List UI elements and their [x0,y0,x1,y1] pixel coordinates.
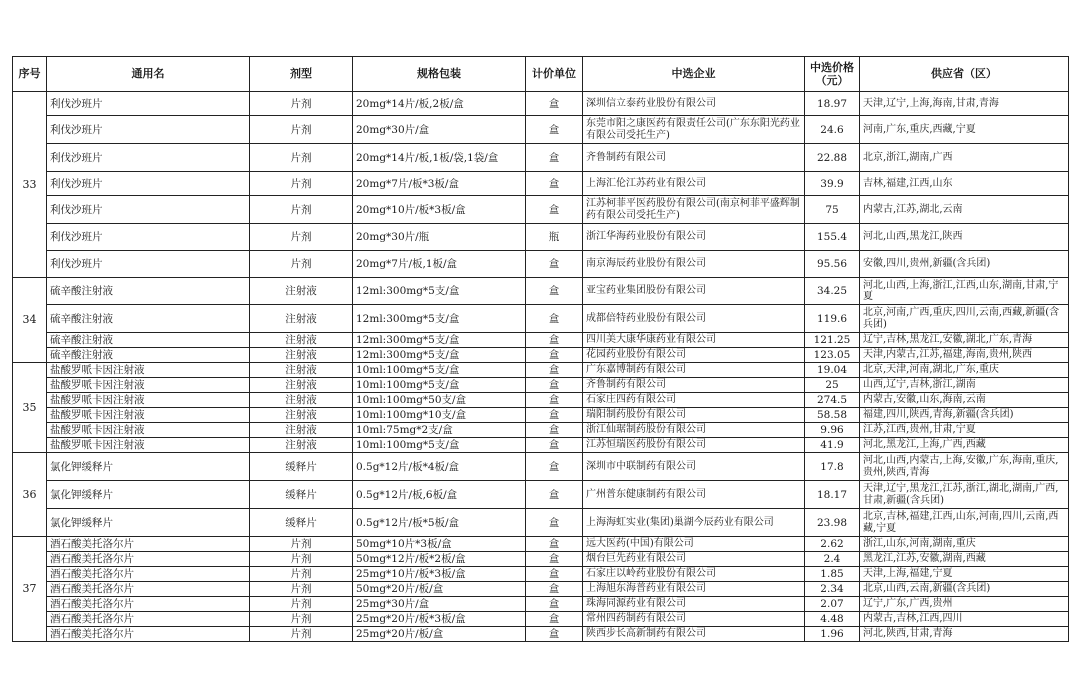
price-cell: 123.05 [805,348,860,363]
price-cell: 2.4 [805,552,860,567]
header-provinces: 供应省（区） [860,57,1069,92]
company-cell: 陕西步长高新制药有限公司 [583,627,805,642]
drug-name-cell: 酒石酸美托洛尔片 [47,567,250,582]
dosage-form-cell: 注射液 [250,393,353,408]
company-cell: 深圳信立泰药业股份有限公司 [583,92,805,116]
price-unit-cell: 盒 [526,278,583,305]
table-row [13,224,1069,251]
price-cell: 121.25 [805,333,860,348]
company-cell: 石家庄四药有限公司 [583,393,805,408]
spec-package-cell: 25mg*20片/板/盒 [353,627,526,642]
price-unit-cell: 盒 [526,582,583,597]
price-cell: 23.98 [805,509,860,537]
provinces-cell: 内蒙古,吉林,江西,四川 [860,612,1069,627]
company-cell: 东莞市阳之康医药有限责任公司(广东东阳光药业有限公司受托生产) [583,116,805,144]
spec-package-cell: 10ml:100mg*10支/盒 [353,408,526,423]
dosage-form-cell: 缓释片 [250,481,353,509]
price-unit-cell: 盒 [526,92,583,116]
price-cell: 34.25 [805,278,860,305]
header-unit: 计价单位 [526,57,583,92]
price-unit-cell: 盒 [526,363,583,378]
provinces-cell: 河北,山西,上海,浙江,江西,山东,湖南,甘肃,宁夏 [860,278,1069,305]
company-cell: 亚宝药业集团股份有限公司 [583,278,805,305]
provinces-cell: 北京,河南,广西,重庆,四川,云南,西藏,新疆(含兵团) [860,305,1069,333]
drug-name-cell: 氯化钾缓释片 [47,509,250,537]
company-cell: 江苏恒瑞医药股份有限公司 [583,438,805,453]
seq-cell: 33 [13,92,47,278]
provinces-cell: 吉林,福建,江西,山东 [860,172,1069,196]
price-cell: 25 [805,378,860,393]
company-cell: 浙江仙琚制药股份有限公司 [583,423,805,438]
company-cell: 齐鲁制药有限公司 [583,144,805,172]
provinces-cell: 河北,陕西,甘肃,青海 [860,627,1069,642]
price-cell: 17.8 [805,453,860,481]
price-cell: 41.9 [805,438,860,453]
company-cell: 江苏柯菲平医药股份有限公司(南京柯菲平盛辉制药有限公司受托生产) [583,196,805,224]
drug-name-cell: 酒石酸美托洛尔片 [47,597,250,612]
table-row [13,251,1069,278]
spec-package-cell: 20mg*14片/板,1板/袋,1袋/盒 [353,144,526,172]
company-cell: 齐鲁制药有限公司 [583,378,805,393]
price-unit-cell: 盒 [526,481,583,509]
table-row [13,612,1069,627]
dosage-form-cell: 片剂 [250,552,353,567]
drug-name-cell: 盐酸罗哌卡因注射液 [47,408,250,423]
price-cell: 18.17 [805,481,860,509]
table-row [13,378,1069,393]
spec-package-cell: 12ml:300mg*5支/盒 [353,305,526,333]
price-cell: 24.6 [805,116,860,144]
spec-package-cell: 20mg*30片/盒 [353,116,526,144]
table-row [13,363,1069,378]
spec-package-cell: 20mg*10片/板*3板/盒 [353,196,526,224]
dosage-form-cell: 片剂 [250,224,353,251]
company-cell: 上海海虹实业(集团)巢湖今辰药业有限公司 [583,509,805,537]
provinces-cell: 内蒙古,江苏,湖北,云南 [860,196,1069,224]
dosage-form-cell: 片剂 [250,196,353,224]
seq-cell: 37 [13,537,47,642]
table-row [13,627,1069,642]
spec-package-cell: 12ml:300mg*5支/盒 [353,278,526,305]
price-cell: 119.6 [805,305,860,333]
table-row [13,423,1069,438]
spec-package-cell: 0.5g*12片/板*5板/盒 [353,509,526,537]
dosage-form-cell: 片剂 [250,251,353,278]
spec-package-cell: 0.5g*12片/板,6板/盒 [353,481,526,509]
drug-name-cell: 氯化钾缓释片 [47,481,250,509]
table-row [13,348,1069,363]
company-cell: 远大医药(中国)有限公司 [583,537,805,552]
table-row [13,552,1069,567]
table-row [13,92,1069,116]
drug-name-cell: 硫辛酸注射液 [47,305,250,333]
provinces-cell: 北京,浙江,湖南,广西 [860,144,1069,172]
provinces-cell: 黑龙江,江苏,安徽,湖南,西藏 [860,552,1069,567]
price-cell: 75 [805,196,860,224]
price-unit-cell: 盒 [526,537,583,552]
price-unit-cell: 盒 [526,196,583,224]
spec-package-cell: 25mg*10片/板*3板/盒 [353,567,526,582]
price-unit-cell: 盒 [526,408,583,423]
dosage-form-cell: 注射液 [250,378,353,393]
table-row [13,144,1069,172]
header-name: 通用名 [47,57,250,92]
provinces-cell: 福建,四川,陕西,青海,新疆(含兵团) [860,408,1069,423]
price-cell: 39.9 [805,172,860,196]
drug-name-cell: 硫辛酸注射液 [47,348,250,363]
price-unit-cell: 盒 [526,567,583,582]
table-row [13,509,1069,537]
dosage-form-cell: 片剂 [250,567,353,582]
company-cell: 上海汇伦江苏药业有限公司 [583,172,805,196]
table-row [13,567,1069,582]
company-cell: 四川美大康华康药业有限公司 [583,333,805,348]
dosage-form-cell: 注射液 [250,408,353,423]
table-row [13,278,1069,305]
table-row [13,481,1069,509]
company-cell: 成都倍特药业股份有限公司 [583,305,805,333]
table-row [13,597,1069,612]
spec-package-cell: 0.5g*12片/板*4板/盒 [353,453,526,481]
drug-name-cell: 酒石酸美托洛尔片 [47,612,250,627]
provinces-cell: 河北,山西,黑龙江,陕西 [860,224,1069,251]
company-cell: 珠海同源药业有限公司 [583,597,805,612]
header-row [13,57,1069,92]
dosage-form-cell: 注射液 [250,348,353,363]
header-seq: 序号 [13,57,47,92]
spec-package-cell: 25mg*30片/盒 [353,597,526,612]
drug-name-cell: 酒石酸美托洛尔片 [47,582,250,597]
drug-name-cell: 盐酸罗哌卡因注射液 [47,438,250,453]
spec-package-cell: 10ml:100mg*5支/盒 [353,378,526,393]
price-cell: 1.96 [805,627,860,642]
seq-cell: 36 [13,453,47,537]
dosage-form-cell: 注射液 [250,423,353,438]
drug-name-cell: 硫辛酸注射液 [47,333,250,348]
price-cell: 18.97 [805,92,860,116]
dosage-form-cell: 缓释片 [250,453,353,481]
dosage-form-cell: 片剂 [250,582,353,597]
spec-package-cell: 25mg*20片/板*3板/盒 [353,612,526,627]
drug-name-cell: 利伐沙班片 [47,116,250,144]
spec-package-cell: 50mg*10片*3板/盒 [353,537,526,552]
header-spec: 规格包装 [353,57,526,92]
table-row [13,537,1069,552]
price-unit-cell: 盒 [526,627,583,642]
dosage-form-cell: 片剂 [250,597,353,612]
drug-name-cell: 利伐沙班片 [47,92,250,116]
provinces-cell: 浙江,山东,河南,湖南,重庆 [860,537,1069,552]
provinces-cell: 北京,吉林,福建,江西,山东,河南,四川,云南,西藏,宁夏 [860,509,1069,537]
drug-name-cell: 盐酸罗哌卡因注射液 [47,378,250,393]
provinces-cell: 天津,辽宁,黑龙江,江苏,浙江,湖北,湖南,广西,甘肃,新疆(含兵团) [860,481,1069,509]
price-unit-cell: 盒 [526,438,583,453]
drug-name-cell: 利伐沙班片 [47,196,250,224]
drug-name-cell: 酒石酸美托洛尔片 [47,537,250,552]
spec-package-cell: 10ml:100mg*50支/盒 [353,393,526,408]
drug-name-cell: 利伐沙班片 [47,172,250,196]
table-row [13,408,1069,423]
spec-package-cell: 10ml:100mg*5支/盒 [353,363,526,378]
table-body [13,92,1069,642]
dosage-form-cell: 注射液 [250,278,353,305]
price-cell: 2.07 [805,597,860,612]
provinces-cell: 河北,黑龙江,上海,广西,西藏 [860,438,1069,453]
spec-package-cell: 10ml:75mg*2支/盒 [353,423,526,438]
provinces-cell: 北京,天津,河南,湖北,广东,重庆 [860,363,1069,378]
table-row [13,453,1069,481]
price-unit-cell: 盒 [526,172,583,196]
spec-package-cell: 50mg*20片/板/盒 [353,582,526,597]
price-unit-cell: 盒 [526,144,583,172]
provinces-cell: 山西,辽宁,吉林,浙江,湖南 [860,378,1069,393]
dosage-form-cell: 片剂 [250,537,353,552]
price-unit-cell: 盒 [526,333,583,348]
provinces-cell: 天津,辽宁,上海,海南,甘肃,青海 [860,92,1069,116]
company-cell: 南京海辰药业股份有限公司 [583,251,805,278]
price-unit-cell: 盒 [526,509,583,537]
spec-package-cell: 10ml:100mg*5支/盒 [353,438,526,453]
drug-name-cell: 酒石酸美托洛尔片 [47,552,250,567]
table-row [13,196,1069,224]
price-unit-cell: 盒 [526,348,583,363]
company-cell: 广州普东健康制药有限公司 [583,481,805,509]
dosage-form-cell: 注射液 [250,363,353,378]
dosage-form-cell: 注射液 [250,438,353,453]
company-cell: 瑞阳制药股份有限公司 [583,408,805,423]
spec-package-cell: 20mg*14片/板,2板/盒 [353,92,526,116]
dosage-form-cell: 注射液 [250,333,353,348]
dosage-form-cell: 注射液 [250,305,353,333]
procurement-table-page [12,56,1068,642]
spec-package-cell: 12ml:300mg*5支/盒 [353,333,526,348]
price-cell: 95.56 [805,251,860,278]
price-cell: 19.04 [805,363,860,378]
price-unit-cell: 盒 [526,423,583,438]
price-unit-cell: 盒 [526,612,583,627]
price-cell: 4.48 [805,612,860,627]
spec-package-cell: 20mg*30片/瓶 [353,224,526,251]
spec-package-cell: 20mg*7片/板,1板/盒 [353,251,526,278]
drug-name-cell: 酒石酸美托洛尔片 [47,627,250,642]
price-unit-cell: 盒 [526,597,583,612]
price-cell: 1.85 [805,567,860,582]
dosage-form-cell: 片剂 [250,627,353,642]
header-form: 剂型 [250,57,353,92]
price-unit-cell: 盒 [526,251,583,278]
provinces-cell: 河南,广东,重庆,西藏,宁夏 [860,116,1069,144]
price-cell: 9.96 [805,423,860,438]
price-cell: 58.58 [805,408,860,423]
table-row [13,393,1069,408]
dosage-form-cell: 片剂 [250,144,353,172]
dosage-form-cell: 缓释片 [250,509,353,537]
company-cell: 上海旭东海普药业有限公司 [583,582,805,597]
seq-cell: 34 [13,278,47,363]
price-cell: 2.34 [805,582,860,597]
drug-name-cell: 盐酸罗哌卡因注射液 [47,363,250,378]
drug-name-cell: 利伐沙班片 [47,144,250,172]
dosage-form-cell: 片剂 [250,116,353,144]
company-cell: 深圳市中联制药有限公司 [583,453,805,481]
provinces-cell: 辽宁,广东,广西,贵州 [860,597,1069,612]
drug-name-cell: 利伐沙班片 [47,224,250,251]
table-row [13,582,1069,597]
procurement-table [12,56,1069,642]
table-row [13,438,1069,453]
drug-name-cell: 氯化钾缓释片 [47,453,250,481]
provinces-cell: 辽宁,吉林,黑龙江,安徽,湖北,广东,青海 [860,333,1069,348]
provinces-cell: 内蒙古,安徽,山东,海南,云南 [860,393,1069,408]
price-cell: 155.4 [805,224,860,251]
header-company: 中选企业 [583,57,805,92]
provinces-cell: 江苏,江西,贵州,甘肃,宁夏 [860,423,1069,438]
company-cell: 浙江华海药业股份有限公司 [583,224,805,251]
dosage-form-cell: 片剂 [250,612,353,627]
drug-name-cell: 硫辛酸注射液 [47,278,250,305]
price-unit-cell: 盒 [526,552,583,567]
provinces-cell: 北京,山西,云南,新疆(含兵团) [860,582,1069,597]
company-cell: 广东嘉博制药有限公司 [583,363,805,378]
spec-package-cell: 50mg*12片/板*2板/盒 [353,552,526,567]
price-unit-cell: 盒 [526,116,583,144]
dosage-form-cell: 片剂 [250,92,353,116]
price-unit-cell: 盒 [526,453,583,481]
price-cell: 22.88 [805,144,860,172]
table-row [13,116,1069,144]
price-cell: 2.62 [805,537,860,552]
provinces-cell: 河北,山西,内蒙古,上海,安徽,广东,海南,重庆,贵州,陕西,青海 [860,453,1069,481]
table-row [13,172,1069,196]
company-cell: 烟台巨先药业有限公司 [583,552,805,567]
provinces-cell: 天津,上海,福建,宁夏 [860,567,1069,582]
provinces-cell: 安徽,四川,贵州,新疆(含兵团) [860,251,1069,278]
company-cell: 常州四药制药有限公司 [583,612,805,627]
provinces-cell: 天津,内蒙古,江苏,福建,海南,贵州,陕西 [860,348,1069,363]
drug-name-cell: 盐酸罗哌卡因注射液 [47,423,250,438]
company-cell: 花园药业股份有限公司 [583,348,805,363]
header-price: 中选价格（元） [805,57,860,92]
price-cell: 274.5 [805,393,860,408]
price-unit-cell: 盒 [526,393,583,408]
price-unit-cell: 盒 [526,305,583,333]
spec-package-cell: 12ml:300mg*5支/盒 [353,348,526,363]
drug-name-cell: 盐酸罗哌卡因注射液 [47,393,250,408]
spec-package-cell: 20mg*7片/板*3板/盒 [353,172,526,196]
dosage-form-cell: 片剂 [250,172,353,196]
drug-name-cell: 利伐沙班片 [47,251,250,278]
table-row [13,305,1069,333]
price-unit-cell: 盒 [526,378,583,393]
price-unit-cell: 瓶 [526,224,583,251]
company-cell: 石家庄以岭药业股份有限公司 [583,567,805,582]
table-row [13,333,1069,348]
seq-cell: 35 [13,363,47,453]
